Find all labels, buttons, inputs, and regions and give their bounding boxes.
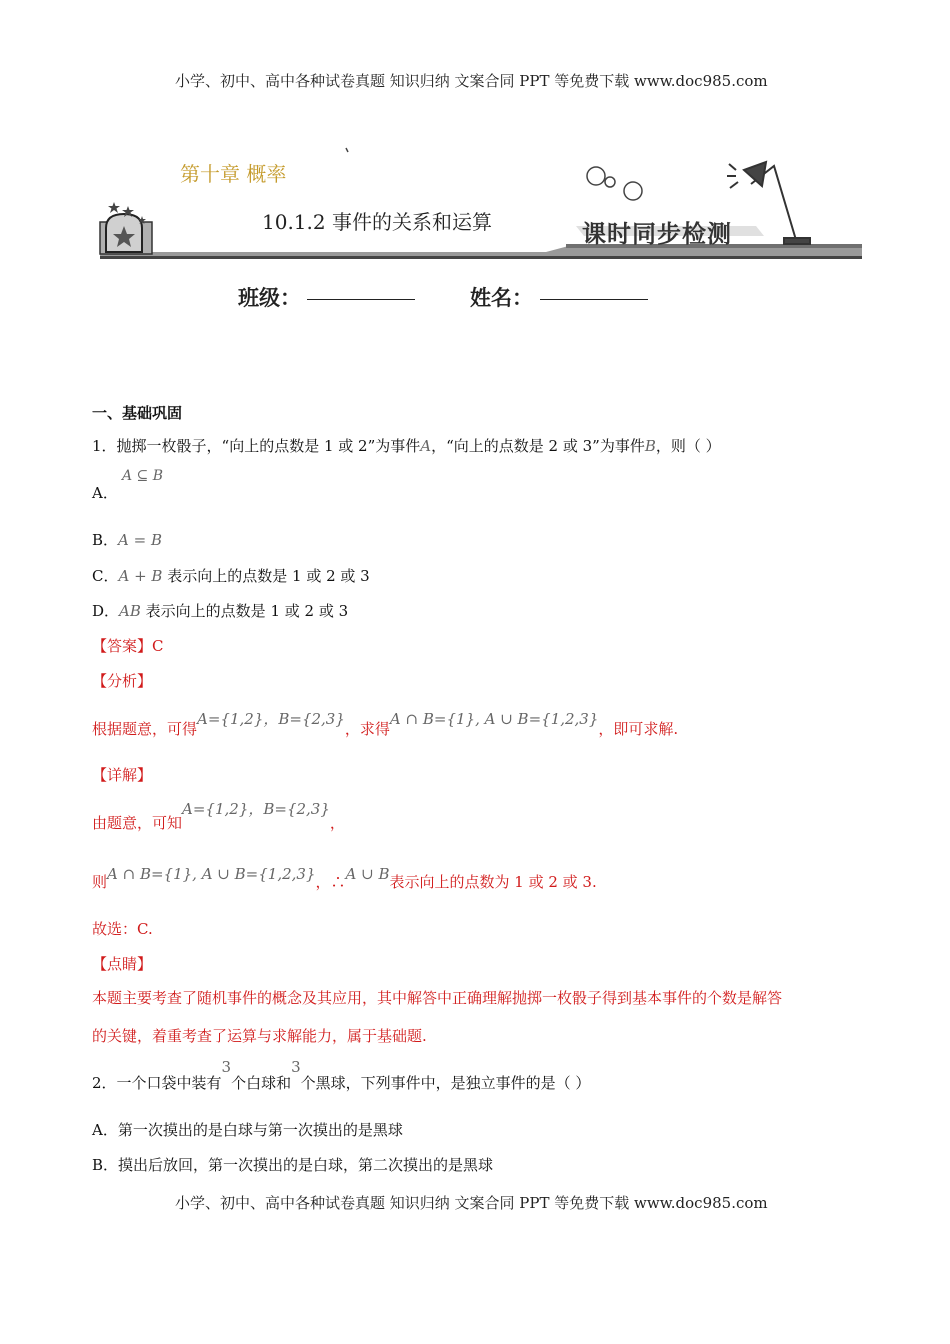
- brand-label: 课时同步检测: [582, 219, 732, 248]
- q1-analysis-tag: 【分析】: [92, 672, 153, 690]
- q1-option-c: C．A + B 表示向上的点数是 1 或 2 或 3: [92, 567, 370, 585]
- name-blank: [540, 299, 648, 300]
- q1-comment-line-1: 本题主要考查了随机事件的概念及其应用，其中解答中正确理解抛掷一枚骰子得到基本事件的个数是解答: [92, 989, 783, 1007]
- section-title: 10.1.2 事件的关系和运算: [262, 210, 492, 234]
- q1-option-b: B．A = B: [92, 531, 162, 549]
- q1-comment-tag: 【点睛】: [92, 955, 153, 973]
- page-header: 小学、初中、高中各种试卷真题 知识归纳 文案合同 PPT 等免费下载 www.doc985.com: [175, 72, 768, 90]
- class-label: 班级：: [238, 285, 301, 310]
- q1-choice: 故选：C.: [92, 920, 153, 938]
- q1-detail-tag: 【详解】: [92, 766, 153, 784]
- q1-option-a-math: A ⊆ B: [122, 468, 164, 484]
- q1-comment-line-2: 的关键，着重考查了运算与求解能力，属于基础题.: [92, 1027, 427, 1045]
- q1-answer: 【答案】C: [92, 637, 164, 655]
- section-heading: 一、基础巩固: [92, 404, 183, 422]
- q1-analysis-text: 根据题意，可得A={1,2}，B={2,3}，求得A ∩ B={1}, A ∪ B={1,2,3}，即可求解.: [92, 710, 679, 738]
- q1-detail-line-1: 由题意，可知A={1,2}，B={2,3}，: [92, 800, 345, 832]
- q2-option-a: A．第一次摸出的是白球与第一次摸出的是黑球: [92, 1121, 403, 1139]
- q2-option-b: B．摸出后放回，第一次摸出的是白球，第二次摸出的是黑球: [92, 1156, 494, 1174]
- name-label: 姓名：: [470, 285, 533, 310]
- bubbles-icon: [587, 167, 642, 200]
- page-footer: 小学、初中、高中各种试卷真题 知识归纳 文案合同 PPT 等免费下载 www.doc985.com: [175, 1194, 768, 1212]
- star-badge-icon: [100, 202, 152, 254]
- chapter-title: 第十章 概率: [180, 162, 287, 186]
- q2-stem: 2．一个口袋中装有3个白球和3个黑球，下列事件中，是独立事件的是（ ）: [92, 1058, 591, 1092]
- q1-detail-line-2: 则A ∩ B={1}, A ∪ B={1,2,3}，∴A ∪ B表示向上的点数为 1 或 2 或 3.: [92, 865, 597, 891]
- q1-stem: 1．抛掷一枚骰子，“向上的点数是 1 或 2”为事件A，“向上的点数是 2 或 3”为事件B，则（ ）: [92, 437, 721, 455]
- q1-option-a-label: A．: [92, 484, 118, 502]
- q1-option-d: D．AB 表示向上的点数是 1 或 2 或 3: [92, 602, 349, 620]
- class-blank: [307, 299, 415, 300]
